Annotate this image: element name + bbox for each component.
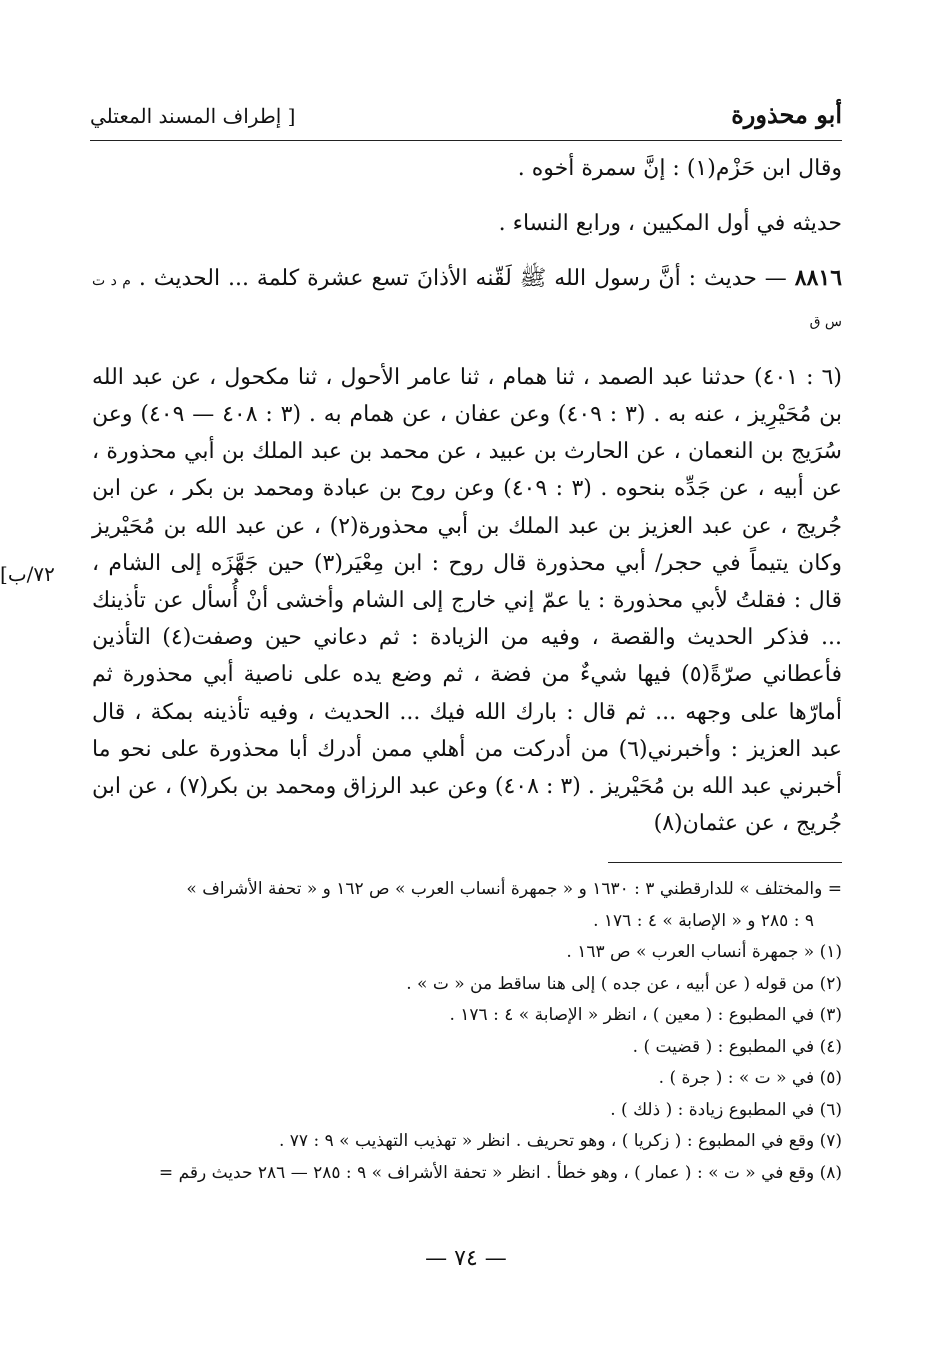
footnotes [72,874,842,1189]
footnote-item: (٨) وقع في « ت » : ( عمار ) ، وهو خطأ . انظر « تحفة الأشراف » ٩ : ٢٨٥ — ٢٨٦ حديث رقم = [158,1162,842,1183]
page-number: — ٧٤ — [425,1246,507,1271]
hadith-heading [92,260,842,340]
header-section-title: أبو محذورة [731,100,842,129]
running-header [90,96,842,141]
footnote-item: (٣) في المطبوع : ( معين ) ، انظر « الإصابة » ٤ : ١٧٦ . [449,1005,842,1025]
footnote-item: ٩ : ٢٨٥ و « الإصابة » ٤ : ١٧٦ . [593,910,814,931]
footnote-separator [608,862,842,863]
hadith-number: ٨٨١٦ [794,265,843,292]
footnote-item: (٥) في « ت » : ( جرة ) . [658,1068,842,1088]
header-book-title: [ إطراف المسند المعتلي [90,104,296,128]
footnote-item: (٤) في المطبوع : ( قضيت ) . [632,1036,842,1057]
footnote-item: (٦) في المطبوع زيادة : ( ذلك ) . [610,1099,842,1120]
margin-folio-note: [٧٢/ب [0,562,55,586]
main-text [92,150,842,842]
hadith-sigla: م د ت س ق [92,273,842,330]
footnote-item: (٧) وقع في المطبوع : ( زكريا ) ، وهو تحريف . انظر « تهذيب التهذيب » ٩ : ٧٧ . [278,1131,842,1151]
text-line: وقال ابن حَزْم(١) : إنَّ سمرة أخوه . [517,156,842,181]
footnote-item: (١) « جمهرة أنساب العرب » ص ١٦٣ . [566,942,842,962]
footnote-item: (٢) من قوله ( عن أبيه ، عن جده ) إلى هنا ساقط من « ت » . [406,973,842,994]
isnad-paragraph: (٦ : ٤٠١) حدثنا عبد الصمد ، ثنا همام ، ثنا عامر الأحول ، ثنا مكحول ، عن عبد الله بن مُحَيْرِيز ، عنه به . (٣ : ٤٠٩) وعن عفان ، عن همام به . (٣ : ٤٠٨ — ٤٠٩) وعن سُرَيج بن النعمان ، عن الحارث بن عبيد ، عن محمد بن عبد الملك بن أبي محذورة ، عن أبيه ، عن جَدِّه بنحوه . (٣ : ٤٠٩) وعن روح بن عبادة ومحمد بن بكر ، عن ابن جُريج ، عن عبد العزيز بن عبد الملك بن أبي محذورة(٢) ، عن عبد الله بن مُحَيْريز وكان يتيماً في حجر/ أبي محذورة قال روح : ابن مِعْيَر(٣) حين جَهَّزَه إلى الشام ، قال : فقلتُ لأبي محذورة : يا عمّ إني خارج إلى الشام وأخشى أنْ أُسأل عن تأذينك ... فذكر الحديث والقصة ، وفيه من الزيادة : ثم دعاني حين وصفت(٤) التأذين فأعطاني صرّةً(٥) فيها شيءٌ من فضة ، ثم وضع يده على ناصية أبي محذورة ثم أمارّها على وجهه ... ثم قال : بارك الله فيك ... الحديث ، وفيه تأذينه بمكة ، قال عبد العزيز : وأخبرني(٦) من أدركت من أهلي ممن أدرك أبا محذورة على نحو ما أخبرني عبد الله بن مُحَيْريز . (٣ : ٤٠٨) وعن عبد الرزاق ومحمد بن بكر(٧) ، عن ابن جُريج ، عن عثمان(٨) [92,364,843,837]
text-line: حديثه في أول المكيين ، ورابع النساء . [498,211,842,237]
footnote-item: = والمختلف » للدارقطني ٣ : ١٦٣٠ و « جمهرة أنساب العرب » ص ١٦٢ و « تحفة الأشراف » [186,879,842,899]
hadith-text: — حديث : أنَّ رسول الله ﷺ لَقّنه الأذانَ تسع عشرة كلمة ... الحديث . [138,266,787,292]
